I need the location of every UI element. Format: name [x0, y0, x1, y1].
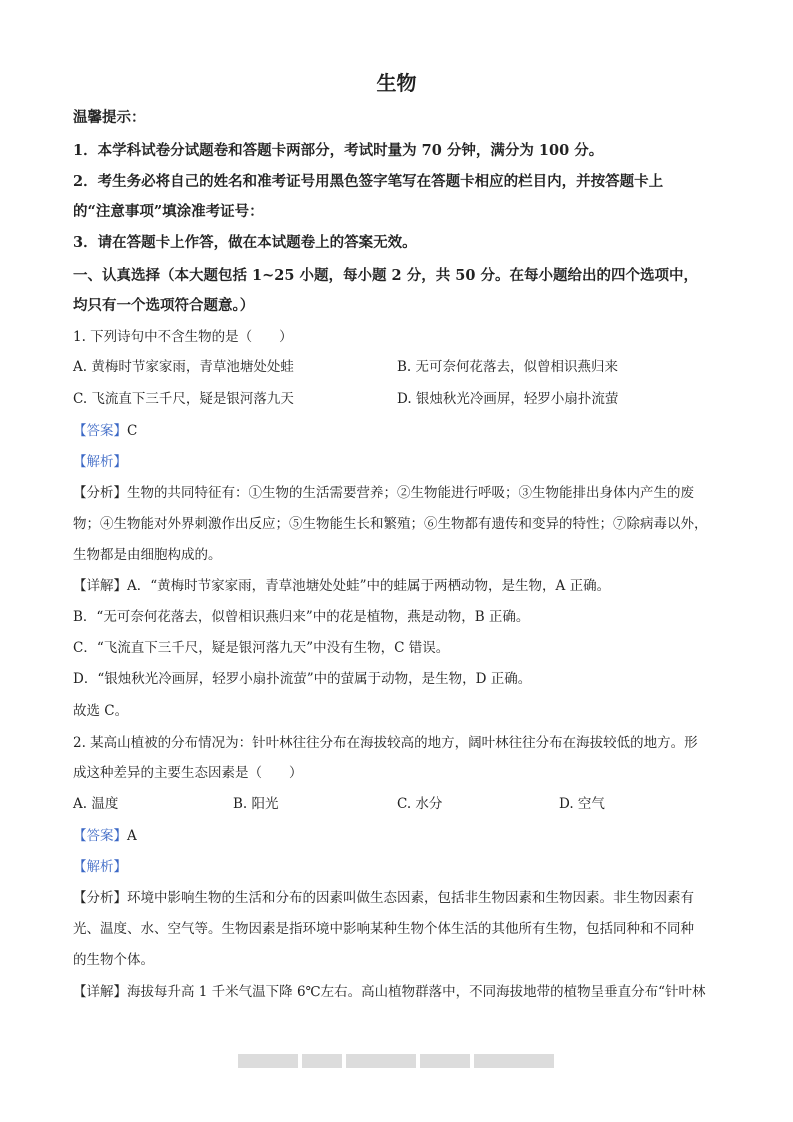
q2-stem-line-1: 2. 某高山植被的分布情况为：针叶林往往分布在海拔较高的地方，阔叶林往往分布在海拔较低的地方。形	[73, 735, 698, 751]
q1-detail-line-5: 故选 C。	[73, 703, 129, 719]
q1-options-row-2	[73, 389, 721, 409]
q2-fenxi-line-2: 光、温度、水、空气等。生物因素是指环境中影响某种生物个体生活的其他所有生物，包括同种和不同种	[73, 921, 694, 937]
q1-option-a: A. 黄梅时节家家雨，青草池塘处处蛙	[73, 359, 294, 375]
q1-fenxi-tag: 【分析】	[73, 485, 127, 501]
q1-detail-line-3: C．“飞流直下三千尺，疑是银河落九天”中没有生物，C 错误。	[73, 640, 450, 656]
q2-answer-tag: 【答案】	[73, 828, 127, 844]
q2-analysis-tag: 【解析】	[73, 859, 127, 875]
q2-detail-text-1: 海拔每升高 1 千米气温下降 6℃左右。高山植物群落中，不同海拔地带的植物呈垂直分布“针叶林	[127, 984, 706, 1000]
q2-option-b: B. 阳光	[233, 796, 279, 812]
footer-watermark	[238, 1054, 556, 1068]
q2-answer	[73, 826, 721, 846]
q1-detail-tag: 【详解】	[73, 578, 127, 594]
notice-line-2: 2．考生务必将自己的姓名和准考证号用黑色签字笔写在答题卡相应的栏目内，并按答题卡上	[73, 173, 664, 190]
q1-analysis-tag: 【解析】	[73, 454, 127, 470]
footer-blur-block	[474, 1054, 554, 1068]
q2-answer-value: A	[127, 828, 137, 844]
q2-stem-line-2: 成这种差异的主要生态因素是（ ）	[73, 765, 303, 781]
q1-option-d: D. 银烛秋光冷画屏，轻罗小扇扑流萤	[397, 391, 619, 407]
notice-heading: 温馨提示：	[73, 109, 146, 126]
footer-blur-block	[346, 1054, 416, 1068]
q2-option-c: C. 水分	[397, 796, 443, 812]
q1-answer	[73, 421, 721, 441]
q1-stem: 1. 下列诗句中不含生物的是（ ）	[73, 329, 293, 345]
q1-detail-text-1: A．“黄梅时节家家雨，青草池塘处处蛙”中的蛙属于两栖动物，是生物，A 正确。	[127, 578, 611, 594]
notice-line-1: 1．本学科试卷分试题卷和答题卡两部分，考试时量为 70 分钟，满分为 100 分。	[73, 142, 604, 159]
q2-fenxi-tag: 【分析】	[73, 890, 127, 906]
q2-detail-tag: 【详解】	[73, 984, 127, 1000]
page-title: 生物	[376, 71, 417, 95]
q1-detail-line-4: D．“银烛秋光冷画屏，轻罗小扇扑流萤”中的萤属于动物，是生物，D 正确。	[73, 671, 532, 687]
q2-fenxi-text-1: 环境中影响生物的生活和分布的因素叫做生态因素，包括非生物因素和生物因素。非生物因素有	[127, 890, 694, 906]
q1-fenxi-text-1: 生物的共同特征有：①生物的生活需要营养；②生物能进行呼吸；③生物能排出身体内产生的废	[127, 485, 694, 501]
footer-blur-block	[238, 1054, 298, 1068]
q1-detail-line-2: B．“无可奈何花落去，似曾相识燕归来”中的花是植物，燕是动物，B 正确。	[73, 609, 530, 625]
q2-option-d: D. 空气	[559, 796, 605, 812]
q1-answer-value: C	[127, 423, 138, 439]
section-heading-line-2: 均只有一个选项符合题意。）	[73, 297, 255, 314]
notice-line-4: 3．请在答题卡上作答，做在本试题卷上的答案无效。	[73, 234, 417, 251]
q1-detail-line-1	[73, 576, 721, 596]
q1-fenxi-line-1	[73, 483, 721, 503]
q2-fenxi-line-3: 的生物个体。	[73, 952, 154, 968]
footer-blur-block	[420, 1054, 470, 1068]
section-heading-line-1: 一、认真选择（本大题包括 1~25 小题，每小题 2 分，共 50 分。在每小题给出的四个选项中，	[73, 267, 698, 284]
q1-option-c: C. 飞流直下三千尺，疑是银河落九天	[73, 391, 294, 407]
q1-options-row-1	[73, 357, 721, 377]
footer-blur-block	[302, 1054, 342, 1068]
notice-line-3: 的“注意事项”填涂准考证号：	[73, 203, 264, 220]
q1-fenxi-line-3: 生物都是由细胞构成的。	[73, 547, 222, 563]
q2-option-a: A. 温度	[73, 796, 119, 812]
q1-answer-tag: 【答案】	[73, 423, 127, 439]
q1-option-b: B. 无可奈何花落去，似曾相识燕归来	[397, 359, 619, 375]
q1-fenxi-line-2: 物；④生物能对外界刺激作出反应；⑤生物能生长和繁殖；⑥生物都有遗传和变异的特性；⑦除病毒以外，	[73, 516, 708, 532]
q2-fenxi-line-1	[73, 888, 721, 908]
q2-detail-line-1	[73, 982, 721, 1002]
